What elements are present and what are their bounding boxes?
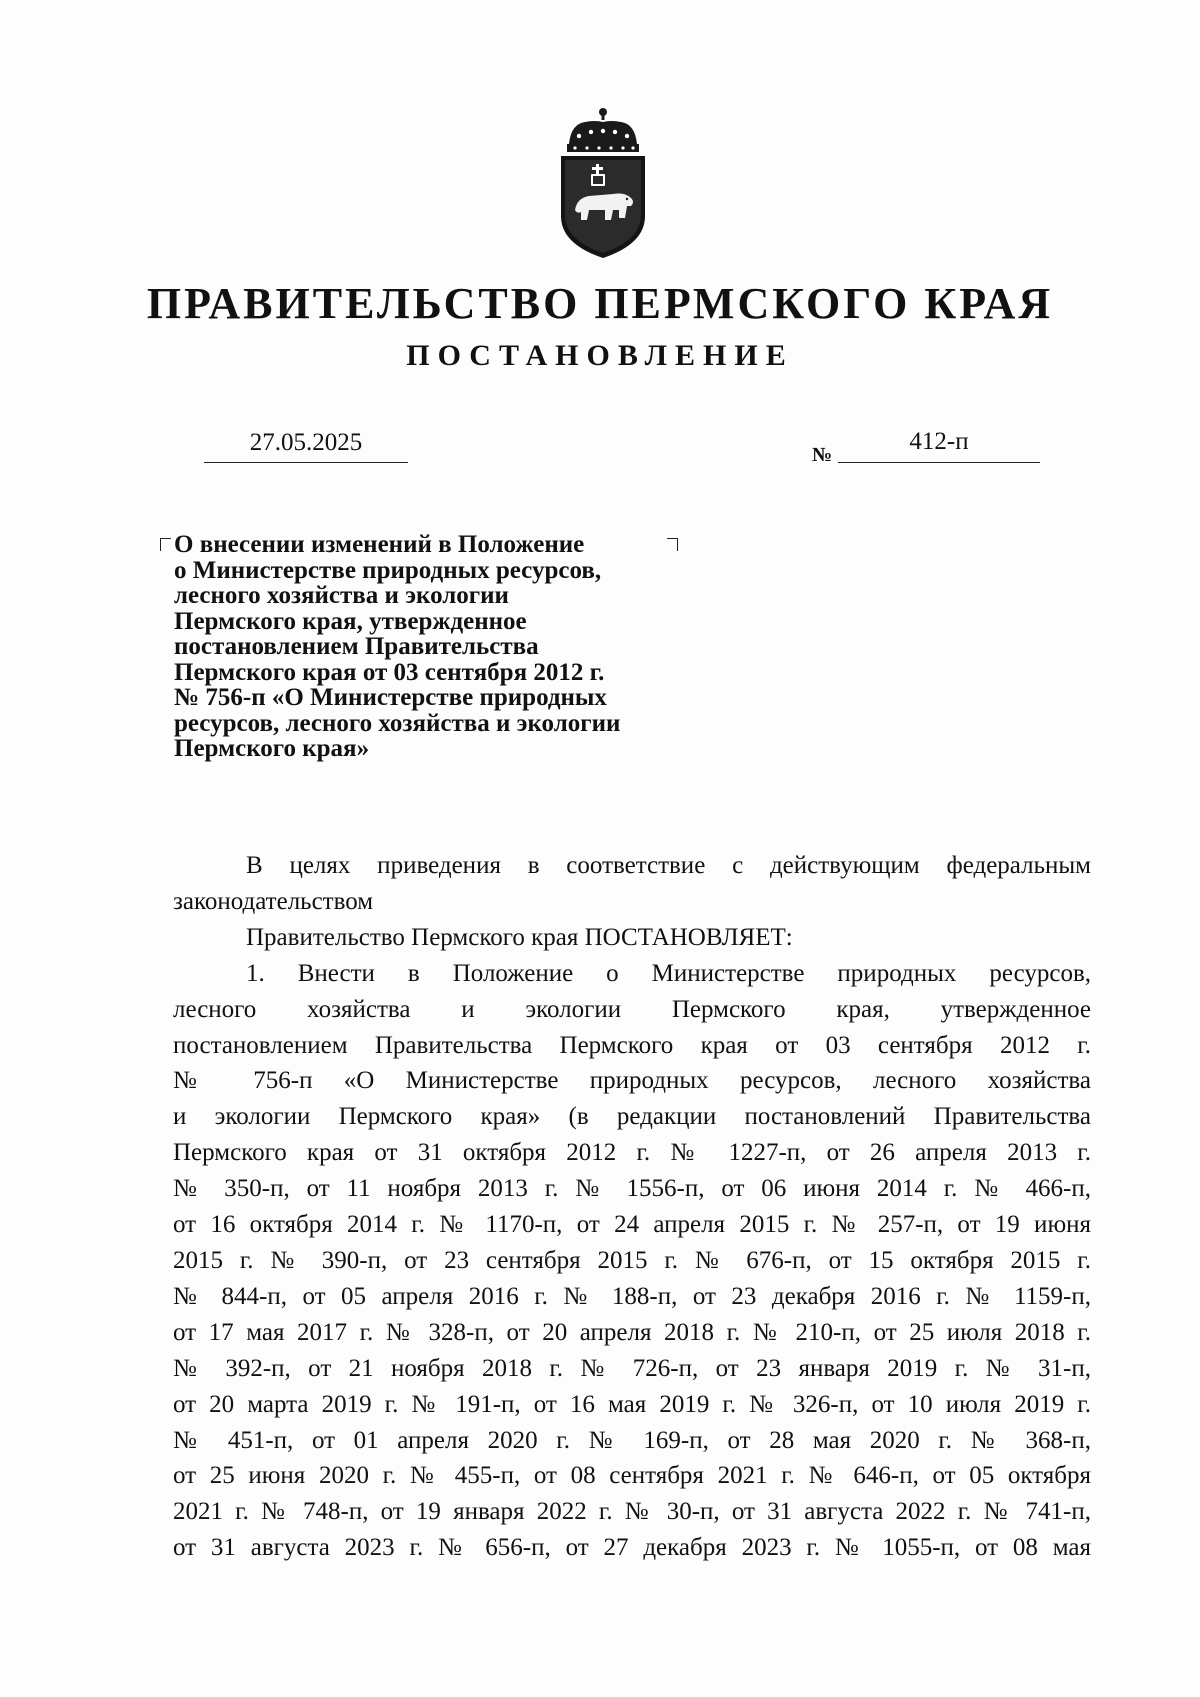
number-sign: №: [812, 444, 833, 466]
subject-line: Пермского края»: [174, 735, 370, 762]
document-date: 27.05.2025: [204, 424, 408, 463]
body-line: № 844-п, от 05 апреля 2016 г. № 188-п, от 23 декабря 2016 г. № 1159-п,: [173, 1282, 1091, 1310]
subject-line: Пермского края от 03 сентября 2012 г.: [174, 658, 605, 686]
subject-line: о Министерстве природных ресурсов,: [174, 556, 602, 584]
document-number: 412-п: [838, 424, 1040, 463]
body-line: № 756-п «О Министерстве природных ресурсов, лесного хозяйства: [173, 1067, 1091, 1095]
subject-line: ресурсов, лесного хозяйства и экологии: [174, 709, 621, 737]
body-line: 2021 г. № 748-п, от 19 января 2022 г. № 30-п, от 31 августа 2022 г. № 741-п,: [173, 1498, 1091, 1526]
body-line: № 451-п, от 01 апреля 2020 г. № 169-п, от 28 мая 2020 г. № 368-п,: [173, 1426, 1091, 1454]
body-line: постановлением Правительства Пермского края от 03 сентября 2012 г.: [173, 1031, 1091, 1059]
body-line: от 25 июня 2020 г. № 455-п, от 08 сентября 2021 г. № 646-п, от 05 октября: [173, 1462, 1091, 1490]
document-type: ПОСТАНОВЛЕНИЕ: [406, 339, 794, 372]
body-line: № 350-п, от 11 ноября 2013 г. № 1556-п, от 06 июня 2014 г. № 466-п,: [173, 1175, 1091, 1203]
document-subject: [174, 532, 714, 762]
body-line: от 31 августа 2023 г. № 656-п, от 27 декабря 2023 г. № 1055-п, от 08 мая: [173, 1534, 1091, 1562]
body-line: законодательством: [173, 887, 374, 915]
government-title: ПРАВИТЕЛЬСТВО ПЕРМСКОГО КРАЯ: [146, 279, 1054, 328]
subject-corner-left: [160, 538, 171, 551]
body-line: от 17 мая 2017 г. № 328-п, от 20 апреля 2018 г. № 210-п, от 25 июля 2018 г.: [173, 1318, 1091, 1346]
subject-line: № 756-п «О Министерстве природных: [174, 684, 607, 711]
body-line: от 16 октября 2014 г. № 1170-п, от 24 апреля 2015 г. № 257-п, от 19 июня: [173, 1211, 1091, 1239]
body-line: лесного хозяйства и экологии Пермского края, утвержденное: [173, 995, 1091, 1023]
subject-line: О внесении изменений в Положение: [174, 531, 585, 558]
body-line: Пермского края от 31 октября 2012 г. № 1227-п, от 26 апреля 2013 г.: [173, 1139, 1091, 1167]
body-line: Правительство Пермского края ПОСТАНОВЛЯЕТ:: [246, 923, 793, 951]
document-body: [173, 848, 1091, 1566]
subject-line: Пермского края, утвержденное: [174, 607, 527, 635]
body-line: от 20 марта 2019 г. № 191-п, от 16 мая 2019 г. № 326-п, от 10 июля 2019 г.: [173, 1390, 1091, 1418]
coat-of-arms-emblem: [555, 106, 651, 260]
body-line: и экологии Пермского края» (в редакции постановлений Правительства: [173, 1103, 1091, 1131]
body-line: В целях приведения в соответствие с действующим федеральным: [246, 852, 1091, 879]
subject-line: лесного хозяйства и экологии: [174, 582, 509, 609]
body-line: № 392-п, от 21 ноября 2018 г. № 726-п, от 23 января 2019 г. № 31-п,: [173, 1354, 1091, 1382]
body-line: 1. Внести в Положение о Министерстве природных ресурсов,: [246, 959, 1091, 987]
body-line: 2015 г. № 390-п, от 23 сентября 2015 г. № 676-п, от 15 октября 2015 г.: [173, 1246, 1091, 1274]
subject-line: постановлением Правительства: [174, 633, 539, 660]
